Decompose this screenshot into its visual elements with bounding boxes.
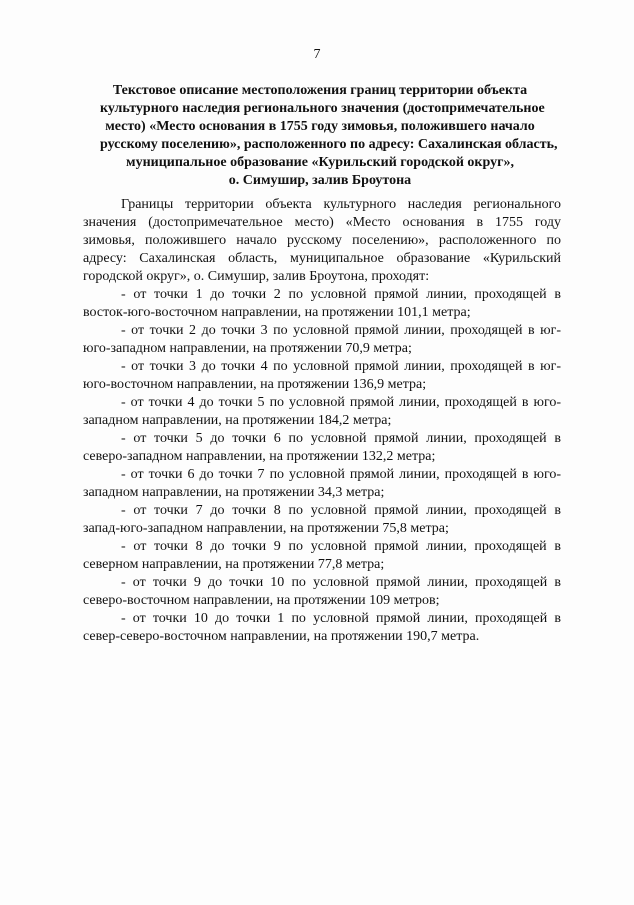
segment-line: северном направлении, на протяжении 77,8 метра; — [83, 557, 385, 572]
boundary-segment-item — [83, 358, 561, 394]
segment-line: западном направлении, на протяжении 184,2 метра; — [83, 413, 392, 428]
segment-line: - от точки 10 до точки 1 по условной прямой линии, проходящей в — [121, 611, 561, 626]
segment-line: - от точки 7 до точки 8 по условной прямой линии, проходящей в — [121, 503, 561, 518]
document-title — [100, 82, 558, 190]
segment-line: северо-западном направлении, на протяжении 132,2 метра; — [83, 449, 436, 464]
segment-line: запад-юго-западном направлении, на протяжении 75,8 метра; — [83, 521, 449, 536]
intro-line: зимовья, положившего начало русскому поселению», расположенного по — [83, 233, 561, 248]
title-line: о. Симушир, залив Броутона — [228, 173, 412, 188]
title-line: место) «Место основания в 1755 году зимовья, положившего начало — [105, 119, 535, 134]
document-body — [83, 196, 561, 646]
boundary-segment-item — [83, 322, 561, 358]
boundary-segment-item — [83, 466, 561, 502]
segment-line: - от точки 8 до точки 9 по условной прямой линии, проходящей в — [121, 539, 561, 554]
segment-line: западном направлении, на протяжении 34,3 метра; — [83, 485, 385, 500]
intro-line: Границы территории объекта культурного наследия регионального — [121, 197, 561, 212]
intro-line: адресу: Сахалинская область, муниципальное образование «Курильский — [83, 251, 561, 266]
title-line: Текстовое описание местоположения границ территории объекта — [112, 83, 528, 98]
boundary-segment-item — [83, 574, 561, 610]
segment-line: - от точки 4 до точки 5 по условной прямой линии, проходящей в юго- — [121, 395, 561, 410]
title-line: культурного наследия регионального значения (достопримечательное — [100, 101, 545, 116]
boundary-segment-item — [83, 538, 561, 574]
intro-paragraph — [83, 196, 561, 286]
page-number: 7 — [313, 47, 321, 62]
segment-line: - от точки 1 до точки 2 по условной прямой линии, проходящей в — [121, 287, 561, 302]
boundary-segment-item — [83, 394, 561, 430]
boundary-segment-item — [83, 610, 561, 646]
segment-line: юго-западном направлении, на протяжении 70,9 метра; — [83, 341, 412, 356]
title-line: муниципальное образование «Курильский городской округ», — [126, 155, 514, 170]
segment-line: - от точки 9 до точки 10 по условной прямой линии, проходящей в — [121, 575, 561, 590]
segment-line: - от точки 3 до точки 4 по условной прямой линии, проходящей в юг- — [121, 359, 561, 374]
title-line: русскому поселению», расположенного по адресу: Сахалинская область, — [100, 137, 558, 152]
segment-line: северо-восточном направлении, на протяжении 109 метров; — [83, 593, 440, 608]
intro-line: значения (достопримечательное место) «Место основания в 1755 году — [83, 215, 561, 230]
boundary-segment-item — [83, 430, 561, 466]
boundary-segment-item — [83, 286, 561, 322]
boundary-segment-item — [83, 502, 561, 538]
segment-line: - от точки 6 до точки 7 по условной прямой линии, проходящей в юго- — [121, 467, 561, 482]
segment-line: восток-юго-восточном направлении, на протяжении 101,1 метра; — [83, 305, 471, 320]
segment-line: - от точки 5 до точки 6 по условной прямой линии, проходящей в — [121, 431, 561, 446]
segment-line: юго-восточном направлении, на протяжении 136,9 метра; — [83, 377, 427, 392]
intro-line: городской округ», о. Симушир, залив Броутона, проходят: — [83, 269, 430, 284]
segment-line: - от точки 2 до точки 3 по условной прямой линии, проходящей в юг- — [121, 323, 561, 338]
segment-line: север-северо-восточном направлении, на протяжении 190,7 метра. — [83, 629, 480, 644]
